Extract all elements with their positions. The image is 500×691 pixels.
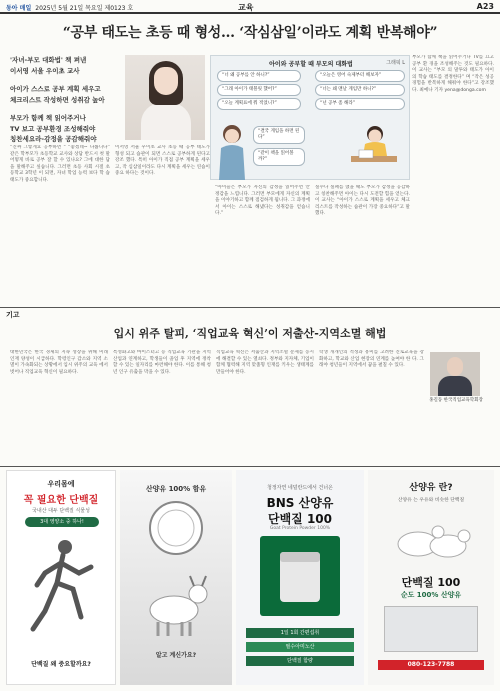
- paper-name: 동아 매일: [6, 5, 32, 12]
- opinion-headline: 입시 위주 탈피, ‘직업교육 혁신’이 저출산-지역소멸 해법: [113, 327, 387, 340]
- ad-pill: 3대 영양소 중 하나!: [25, 517, 99, 527]
- ad-tagline: 청정자연 네덜란드에서 건너온: [267, 485, 333, 491]
- speech-bubble: “넌 공부 좀 해라”: [315, 98, 405, 110]
- ad-feature-bar: 1일 1회 간편섭취: [246, 628, 354, 638]
- goat-milk-info-ad[interactable]: [368, 470, 494, 685]
- article-column: “진짜 그렇게요 공부하면 “ “좋겠네~ 다룹니다” 같은 학부모가 초등학교 교사와 상담 반드시 첫 말 어떻게 바로 공부 잘 할 수 있나요? 그에 대한 답 을 말해주고 싶습니다. 그러면 초등 사회 시절 초 등학교 3학년 이 되면, 자녀 학업 능력 보다 학 습 태도가 중요합니다.: [10, 145, 110, 183]
- main-headline: “공부 태도는 초등 때 형성… ‘작심삼일’이라도 계획 반복해야”: [62, 25, 438, 41]
- speech-bubble: “너 왜 공부를 안 하니?”: [217, 70, 301, 82]
- ad-title: 산양유 100% 함유: [145, 485, 207, 493]
- opinion-column: 대한민국은 한국 경제의 지속 성장을 위해 미래 인재 양성이 시급하다. 학령인구 감소와 지역 소멸이 가속화되는 상황에서 입시 위주의 교육 에서 벗어나 직업교육 혁신이 필요하다.: [10, 350, 108, 375]
- opinion-column: 학생 개개인의 적성과 흥미를 고려한 진로교육을 강화하고, 학교와 산업 현장의 연계를 높여야 한 다. 그래야 청년들이 지역에서 꿈을 펼칠 수 있다.: [319, 350, 424, 369]
- subhead: TV 보고 공부환경 조성해줘야: [10, 124, 96, 133]
- runner-illustration: [17, 533, 107, 643]
- issue-date: 2025년 5월 21일 목요일: [35, 5, 103, 12]
- article-column: 실수나 실패를 했을 때도 부모가 감정을 공감하 고 칭찬해주면 아이는 다시 도전할 힘을 얻는다. 이 교사는 “아이가 스스로 계획을 세우고 체크 리스트를 작성하는 습관이 가장 중요하다”고 말했다.: [315, 185, 410, 217]
- section-divider: [0, 307, 500, 308]
- ad-purity: 순도 100% 산양유: [400, 591, 462, 599]
- ad-question: 단백질 왜 중요할까요?: [31, 661, 91, 668]
- ad-tag: Goat Protein Powder 100%: [269, 526, 331, 531]
- masthead: [6, 3, 133, 12]
- goat-illustration: [138, 570, 214, 640]
- ad-title: 꼭 필요한 단백질: [23, 495, 99, 506]
- child-illustration: [351, 122, 397, 178]
- opinion-column: 특성화고와 마이스터고 등 직업교육 기관을 지역 산업과 연계하고, 학생들이 졸업 후 지역에 정착 할 수 있는 일자리를 마련해야 한다. 이를 통해 청 년 인구 유출을 막을 수 있다.: [113, 350, 211, 375]
- protein-badge-icon: [146, 498, 206, 558]
- infographic-title: 아이와 공부할 때 부모의 대화법: [269, 61, 353, 68]
- masthead-bar: [0, 0, 500, 14]
- article-column: “아이들은 부모가 자신의 감정을 읽어주면 안 정감을 느낍니다. 그러면 부모에게 자신의 계획 을 이야기하고 함께 점검하게 됩니다. 그 과정에 서 아이는 스스로 해냈다는 성취감을 얻습니다.”: [215, 185, 310, 217]
- ad-divider: [0, 466, 500, 467]
- goat-milk-ad-2[interactable]: [120, 470, 232, 685]
- speech-bubble: “오늘은 영어 숙제부터 해보자”: [315, 70, 405, 82]
- ad-subtitle: 국내산 대두 단백질 식물성: [32, 508, 90, 514]
- bns-goat-protein-ad[interactable]: [236, 470, 364, 685]
- page-number: A23: [476, 2, 494, 11]
- ad-question: 산양유 란?: [409, 483, 453, 493]
- article-column: 이서영 서울 우이초 교사 초등 때 공부 태도가 형성 되고 습관이 되면 스스로 공부하게 된다고 강조 했다. 특히 아이가 직접 공부 계획을 세우고, 작 심삼일이라도 다시 계획을 세우는 연습이 중요 하다는 것이다.: [115, 145, 210, 177]
- protein-ad-1[interactable]: [6, 470, 116, 685]
- ad-title: 단백질 100: [401, 576, 461, 589]
- speech-bubble: “그래 아이가 태블릿 했어?”: [217, 84, 301, 96]
- product-can-icon: [276, 548, 324, 604]
- ad-feature-bar: 필수아미노산: [246, 642, 354, 652]
- article-column: 부모가 함께 책을 읽어주거나 TV를 끄고 공부 환 경을 조성해주는 것도 필요하다. 이 교사는 “부모 의 말투와 태도가 아이의 학습 태도를 결정한다” 며 “작은 성공 경험을 반복하게 해줘야 한다”고 강조했다. 최예나 기자 yena@donga.com: [412, 55, 494, 93]
- ad-product-name: 단백질 100: [267, 512, 332, 526]
- speech-bubble: “오늘 계획표에 뭐 적었니?”: [217, 98, 301, 110]
- section-name: 교육: [238, 3, 254, 12]
- goats-illustration: [388, 510, 474, 568]
- speech-bubble: “같이 책을 읽어볼까?”: [253, 148, 305, 166]
- subhead: '자녀-부모 대화법' 책 펴낸: [10, 56, 87, 64]
- subheads: [10, 55, 110, 145]
- subhead: 이서영 서울 우이초 교사: [10, 66, 80, 75]
- subhead: 부모가 함께 책 읽어주거나: [10, 114, 86, 122]
- subhead: 체크리스트 작성하면 성취감 높아: [10, 95, 105, 104]
- ad-subtitle: 산양유 는 우유와 비슷한 단백질: [397, 498, 465, 503]
- subhead: 칭찬세요라-감정을 공감해줘야: [10, 135, 97, 143]
- ad-question: 알고 계신가요?: [155, 652, 197, 659]
- opinion-column: 직업교육 혁신은 저출산과 지역소멸 문제를 동시 에 해결할 수 있는 열쇠다. 정부와 지자체, 기업이 함께 협력해 지역 맞춤형 인재를 키우는 생태계를 만들어야 한다.: [216, 350, 314, 375]
- mother-illustration: [213, 122, 251, 180]
- ad-brand: BNS 산양유: [266, 496, 334, 510]
- opinion-label: 기고: [6, 311, 20, 319]
- issue-number: 제0123 호: [104, 5, 134, 12]
- portrait-photo: [125, 55, 205, 140]
- author-photo: [430, 352, 480, 396]
- speech-bubble: “결국 게임을 하면 된다”: [253, 126, 305, 144]
- subhead: 아이가 스스로 공부 계획 세우고: [10, 85, 101, 93]
- ad-phone[interactable]: 080-123-7788: [378, 660, 484, 670]
- infographic-cartoon: [210, 55, 410, 180]
- speech-bubble: “너는 왜 맨날 게임만 하니?”: [315, 84, 405, 96]
- infographic-credit: 그래픽 L: [386, 60, 405, 66]
- ad-feature-bar: 단백질 함량: [246, 656, 354, 666]
- ad-tagline: 우리몸에: [47, 480, 75, 488]
- author-caption: 홍길동 한국직업교육학회장: [429, 398, 483, 403]
- product-image: [384, 606, 478, 652]
